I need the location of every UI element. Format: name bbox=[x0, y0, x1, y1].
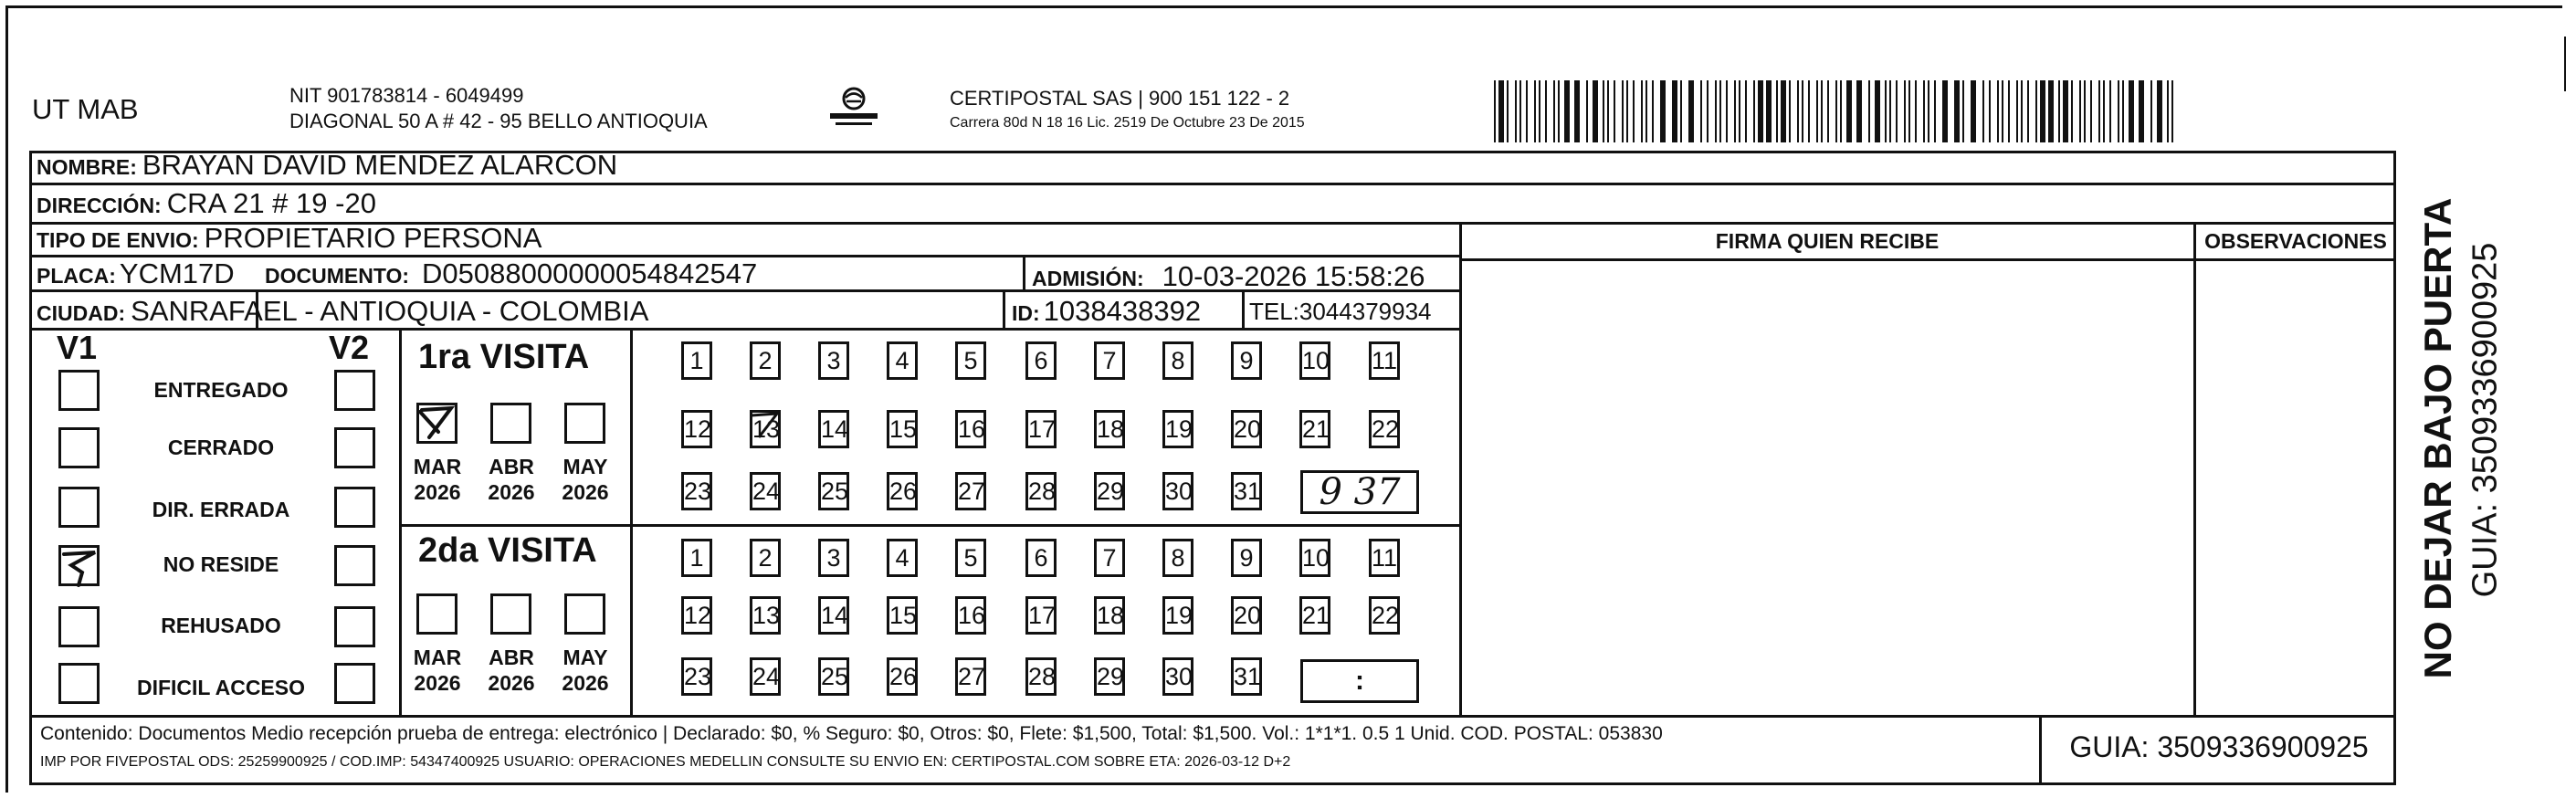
documento-row bbox=[265, 257, 757, 290]
barcode-bar bbox=[2098, 80, 2100, 142]
barcode-bar bbox=[2063, 80, 2068, 142]
barcode-bar bbox=[1846, 80, 1852, 142]
tel-label: TEL: bbox=[1249, 298, 1299, 325]
visit2-title: 2da VISITA bbox=[418, 531, 597, 570]
day-box[interactable]: 24 bbox=[750, 657, 781, 696]
barcode-bar bbox=[1507, 80, 1509, 142]
day-box[interactable]: 6 bbox=[1025, 341, 1057, 380]
barcode-bar bbox=[1672, 80, 1677, 142]
option-no-reside: NO RESIDE bbox=[163, 552, 279, 576]
row-divider bbox=[29, 328, 1461, 331]
barcode-bar bbox=[1734, 80, 1736, 142]
day-box[interactable]: 21 bbox=[1299, 596, 1330, 635]
carrier-license: Carrera 80d N 18 16 Lic. 2519 De Octubre 23 De 2015 bbox=[950, 115, 1305, 131]
month-year: 2026 bbox=[414, 480, 461, 504]
recipient-id: 1038438392 bbox=[1043, 295, 1202, 327]
placa-row bbox=[37, 257, 235, 290]
option-entregado: ENTREGADO bbox=[153, 378, 289, 402]
recipient-phone: 3044379934 bbox=[1299, 298, 1432, 325]
admission-datetime: 10-03-2026 15:58:26 bbox=[1162, 260, 1425, 292]
option-dir-errada: DIR. ERRADA bbox=[152, 498, 290, 521]
day-box[interactable]: 23 bbox=[681, 657, 712, 696]
ciudad-row bbox=[37, 295, 648, 328]
month-name: MAR bbox=[413, 646, 462, 669]
day-box[interactable]: 30 bbox=[1162, 657, 1193, 696]
visit1-month-label-abr bbox=[483, 454, 540, 505]
barcode-bar bbox=[1586, 80, 1588, 142]
day-box[interactable]: 13 bbox=[750, 596, 781, 635]
nombre-row bbox=[37, 149, 617, 182]
v2-checkbox-no-reside[interactable] bbox=[334, 545, 375, 586]
barcode-bar bbox=[1739, 80, 1740, 142]
day-box[interactable]: 3 bbox=[818, 341, 849, 380]
visit1-day-check-mark bbox=[750, 410, 786, 446]
day-box[interactable]: 11 bbox=[1369, 341, 1400, 380]
recipient-city: SANRAFAEL - ANTIOQUIA - COLOMBIA bbox=[131, 295, 649, 327]
barcode-bar bbox=[1915, 80, 1917, 142]
barcode-bar bbox=[1766, 80, 1772, 142]
barcode-bar bbox=[1558, 80, 1560, 142]
barcode-bar bbox=[1633, 80, 1635, 142]
day-box[interactable]: 22 bbox=[1369, 596, 1400, 635]
month-name: ABR bbox=[489, 455, 534, 478]
day-box[interactable]: 19 bbox=[1162, 410, 1193, 448]
barcode-bar bbox=[2084, 80, 2086, 142]
barcode-bar bbox=[1603, 80, 1604, 142]
day-box[interactable]: 17 bbox=[1025, 410, 1057, 448]
recipient-name: BRAYAN DAVID MENDEZ ALARCON bbox=[142, 149, 618, 181]
left-edge-line bbox=[5, 5, 8, 793]
barcode-bar bbox=[1622, 80, 1624, 142]
barcode-bar bbox=[1789, 80, 1791, 142]
day-box[interactable]: 27 bbox=[955, 657, 986, 696]
month-year: 2026 bbox=[562, 480, 609, 504]
day-box[interactable]: 10 bbox=[1299, 341, 1330, 380]
day-box[interactable]: 3 bbox=[818, 539, 849, 577]
day-box[interactable]: 8 bbox=[1162, 539, 1193, 577]
barcode-bar bbox=[1498, 80, 1504, 142]
barcode-bar bbox=[2109, 80, 2111, 142]
admision-row bbox=[1032, 260, 1425, 293]
tipo-row bbox=[37, 222, 541, 255]
visit-divider bbox=[402, 524, 1461, 527]
visit1-month-label-may bbox=[557, 454, 614, 505]
day-box[interactable]: 25 bbox=[818, 657, 849, 696]
day-box[interactable]: 31 bbox=[1231, 472, 1262, 510]
row-divider bbox=[29, 183, 2396, 185]
barcode-bar bbox=[2139, 80, 2144, 142]
barcode-bar bbox=[1593, 80, 1598, 142]
barcode-bar bbox=[2118, 80, 2119, 142]
visit1-month-label-mar bbox=[409, 454, 466, 505]
right-margin-mark bbox=[2564, 37, 2566, 91]
sender-nit: NIT 901783814 - 6049499 bbox=[289, 84, 524, 107]
side-guia-number: GUIA: 3509336900925 bbox=[2466, 242, 2505, 598]
barcode-bar bbox=[1942, 80, 1948, 142]
barcode-bar bbox=[2040, 80, 2045, 142]
column-divider bbox=[399, 330, 402, 717]
month-name: MAR bbox=[413, 455, 462, 478]
day-box[interactable]: 15 bbox=[887, 596, 918, 635]
barcode-bar bbox=[1539, 80, 1540, 142]
shipment-barcode bbox=[1494, 80, 2179, 142]
day-box[interactable]: 2 bbox=[750, 341, 781, 380]
barcode-bar bbox=[1494, 80, 1496, 142]
barcode-bar bbox=[1745, 80, 1747, 142]
barcode-bar bbox=[2071, 80, 2073, 142]
barcode-bar bbox=[1515, 80, 1517, 142]
barcode-bar bbox=[1797, 80, 1799, 142]
barcode-bar bbox=[1835, 80, 1837, 142]
plate-number: YCM17D bbox=[119, 257, 235, 289]
barcode-bar bbox=[1574, 80, 1580, 142]
day-box[interactable]: 16 bbox=[955, 410, 986, 448]
visit2-month-box-mar[interactable] bbox=[416, 593, 457, 635]
id-label: ID: bbox=[1012, 301, 1040, 325]
day-box[interactable]: 10 bbox=[1299, 539, 1330, 577]
barcode-bar bbox=[2157, 80, 2162, 142]
admision-label: ADMISIÓN: bbox=[1032, 267, 1144, 290]
v1-checkbox-cerrado[interactable] bbox=[58, 427, 100, 468]
tipo-label: TIPO DE ENVIO: bbox=[37, 228, 199, 252]
month-year: 2026 bbox=[414, 671, 461, 695]
column-divider bbox=[2193, 222, 2196, 718]
barcode-bar bbox=[1641, 80, 1643, 142]
day-box[interactable]: 9 bbox=[1231, 539, 1262, 577]
visit1-title: 1ra VISITA bbox=[418, 338, 590, 376]
barcode-bar bbox=[1840, 80, 1842, 142]
barcode-bar bbox=[1962, 80, 1964, 142]
day-box[interactable]: 28 bbox=[1025, 657, 1057, 696]
column-divider bbox=[630, 330, 633, 717]
day-box[interactable]: 13 bbox=[750, 410, 781, 448]
v1-label: V1 bbox=[57, 329, 98, 366]
day-box[interactable]: 24 bbox=[750, 472, 781, 510]
barcode-bar bbox=[1652, 80, 1654, 142]
barcode-bar bbox=[1885, 80, 1887, 142]
barcode-bar bbox=[2171, 80, 2173, 142]
v2-checkbox-dificil-acceso[interactable] bbox=[334, 663, 375, 704]
barcode-bar bbox=[1753, 80, 1755, 142]
visit2-time: : bbox=[1355, 666, 1364, 696]
day-box[interactable]: 30 bbox=[1162, 472, 1193, 510]
barcode-bar bbox=[2150, 80, 2152, 142]
day-box[interactable]: 20 bbox=[1231, 410, 1262, 448]
id-row bbox=[1012, 295, 1201, 328]
day-box[interactable]: 7 bbox=[1094, 341, 1125, 380]
day-box[interactable]: 5 bbox=[955, 341, 986, 380]
footer-content-line: Contenido: Documentos Medio recepción prueba de entrega: electrónico | Declarado: $0, % Seguro: $0, Otros: $0, Flete: $1,500, Total: $1,500. Vol.: 1*1*1. 0.5 1 Unid. COD. POSTAL: 053830 bbox=[40, 723, 1663, 744]
barcode-bar bbox=[1875, 80, 1880, 142]
footer-guia: GUIA: 3509336900925 bbox=[2069, 730, 2369, 763]
direccion-row bbox=[37, 187, 376, 220]
barcode-bar bbox=[1954, 80, 1960, 142]
day-box[interactable]: 26 bbox=[887, 657, 918, 696]
nombre-label: NOMBRE: bbox=[37, 155, 137, 179]
day-box[interactable]: 18 bbox=[1094, 410, 1125, 448]
month-year: 2026 bbox=[562, 671, 609, 695]
visit2-month-label-abr bbox=[483, 645, 540, 696]
v2-checkbox-rehusado[interactable] bbox=[334, 606, 375, 647]
visit1-month-box-may[interactable] bbox=[564, 403, 605, 444]
tel-row bbox=[1249, 298, 1432, 326]
barcode-bar bbox=[1802, 80, 1803, 142]
barcode-bar bbox=[2079, 80, 2081, 142]
barcode-bar bbox=[1971, 80, 1976, 142]
barcode-bar bbox=[1758, 80, 1763, 142]
barcode-bar bbox=[1626, 80, 1628, 142]
visit1-mar-check-mark bbox=[416, 403, 457, 444]
placa-label: PLACA: bbox=[37, 264, 116, 288]
no-dejar-bajo-puerta-warning: NO DEJAR BAJO PUERTA bbox=[2416, 197, 2459, 679]
visit1-time: 9 37 bbox=[1319, 471, 1401, 513]
barcode-bar bbox=[1934, 80, 1936, 142]
v1-checkbox-dificil-acceso[interactable] bbox=[58, 663, 100, 704]
day-box[interactable]: 29 bbox=[1094, 657, 1125, 696]
footer-print-line: IMP POR FIVEPOSTAL ODS: 25259900925 / COD.IMP: 54347400925 USUARIO: OPERACIONES MEDELLIN CONSULTE SU ENVIO EN: CERTIPOSTAL.COM SOBRE ETA: 2026-03-12 D+2 bbox=[40, 754, 1291, 770]
day-box[interactable]: 8 bbox=[1162, 341, 1193, 380]
column-divider bbox=[1003, 291, 1005, 330]
day-box[interactable]: 21 bbox=[1299, 410, 1330, 448]
day-box[interactable]: 4 bbox=[887, 539, 918, 577]
barcode-bar bbox=[2122, 80, 2124, 142]
firma-header: FIRMA QUIEN RECIBE bbox=[1715, 229, 1940, 253]
row-divider bbox=[1461, 258, 2396, 261]
day-box[interactable]: 19 bbox=[1162, 596, 1193, 635]
barcode-bar bbox=[1607, 80, 1609, 142]
day-box[interactable]: 5 bbox=[955, 539, 986, 577]
barcode-bar bbox=[1715, 80, 1717, 142]
day-box[interactable]: 14 bbox=[818, 410, 849, 448]
visit2-month-box-abr[interactable] bbox=[490, 593, 531, 635]
documento-label: DOCUMENTO: bbox=[265, 264, 410, 288]
barcode-bar bbox=[1688, 80, 1694, 142]
carrier-name: CERTIPOSTAL SAS | 900 151 122 - 2 bbox=[950, 87, 1290, 110]
day-box[interactable]: 28 bbox=[1025, 472, 1057, 510]
direccion-label: DIRECCIÓN: bbox=[37, 194, 162, 217]
visit2-time-box[interactable] bbox=[1300, 659, 1419, 703]
barcode-bar bbox=[1982, 80, 1984, 142]
certipostal-logo bbox=[826, 86, 881, 131]
barcode-bar bbox=[1821, 80, 1823, 142]
month-name: ABR bbox=[489, 646, 534, 669]
barcode-bar bbox=[1614, 80, 1615, 142]
v1-checkbox-rehusado[interactable] bbox=[58, 606, 100, 647]
column-divider bbox=[1459, 222, 1462, 718]
barcode-bar bbox=[1908, 80, 1910, 142]
barcode-bar bbox=[1816, 80, 1818, 142]
barcode-bar bbox=[2016, 80, 2018, 142]
day-box[interactable]: 6 bbox=[1025, 539, 1057, 577]
barcode-bar bbox=[2027, 80, 2029, 142]
day-box[interactable]: 2 bbox=[750, 539, 781, 577]
v1-no-reside-check-mark bbox=[58, 545, 100, 586]
barcode-bar bbox=[1781, 80, 1786, 142]
v2-label: V2 bbox=[329, 329, 370, 366]
barcode-bar bbox=[2008, 80, 2010, 142]
barcode-bar bbox=[1923, 80, 1925, 142]
day-box[interactable]: 31 bbox=[1231, 657, 1262, 696]
barcode-bar bbox=[1989, 80, 1991, 142]
month-year: 2026 bbox=[488, 480, 535, 504]
day-box[interactable]: 9 bbox=[1231, 341, 1262, 380]
day-box[interactable]: 22 bbox=[1369, 410, 1400, 448]
v1-checkbox-dir-errada[interactable] bbox=[58, 487, 100, 528]
day-box[interactable]: 12 bbox=[681, 410, 712, 448]
visit1-time-box[interactable] bbox=[1300, 470, 1419, 514]
month-year: 2026 bbox=[488, 671, 535, 695]
day-box[interactable]: 23 bbox=[681, 472, 712, 510]
barcode-bar bbox=[1856, 80, 1862, 142]
v2-checkbox-dir-errada[interactable] bbox=[334, 487, 375, 528]
barcode-bar bbox=[1776, 80, 1778, 142]
barcode-bar bbox=[1519, 80, 1521, 142]
barcode-bar bbox=[1808, 80, 1810, 142]
barcode-bar bbox=[1719, 80, 1721, 142]
barcode-bar bbox=[1526, 80, 1528, 142]
shipment-type: PROPIETARIO PERSONA bbox=[204, 222, 542, 254]
barcode-bar bbox=[1868, 80, 1870, 142]
option-rehusado: REHUSADO bbox=[161, 614, 281, 637]
option-cerrado: CERRADO bbox=[167, 436, 275, 459]
day-box[interactable]: 7 bbox=[1094, 539, 1125, 577]
ciudad-label: CIUDAD: bbox=[37, 301, 126, 325]
barcode-bar bbox=[2048, 80, 2054, 142]
day-box[interactable]: 20 bbox=[1231, 596, 1262, 635]
day-box[interactable]: 29 bbox=[1094, 472, 1125, 510]
barcode-bar bbox=[2035, 80, 2037, 142]
top-edge-line bbox=[5, 5, 2562, 8]
barcode-bar bbox=[2167, 80, 2169, 142]
barcode-bar bbox=[1545, 80, 1547, 142]
day-box[interactable]: 26 bbox=[887, 472, 918, 510]
barcode-bar bbox=[1553, 80, 1555, 142]
v2-checkbox-entregado[interactable] bbox=[334, 370, 375, 411]
v1-checkbox-entregado[interactable] bbox=[58, 370, 100, 411]
day-box[interactable]: 17 bbox=[1025, 596, 1057, 635]
day-box[interactable]: 1 bbox=[681, 539, 712, 577]
barcode-bar bbox=[1660, 80, 1666, 142]
day-box[interactable]: 14 bbox=[818, 596, 849, 635]
month-name: MAY bbox=[563, 455, 608, 478]
barcode-bar bbox=[1700, 80, 1702, 142]
visit2-month-label-mar bbox=[409, 645, 466, 696]
option-dificil-acceso: DIFICIL ACCESO bbox=[136, 676, 305, 699]
barcode-bar bbox=[2021, 80, 2023, 142]
barcode-bar bbox=[1645, 80, 1647, 142]
observaciones-header: OBSERVACIONES bbox=[2204, 229, 2387, 253]
barcode-bar bbox=[2058, 80, 2060, 142]
visit2-month-box-may[interactable] bbox=[564, 593, 605, 635]
barcode-bar bbox=[2090, 80, 2092, 142]
visit2-month-label-may bbox=[557, 645, 614, 696]
barcode-bar bbox=[2129, 80, 2134, 142]
day-box[interactable]: 12 bbox=[681, 596, 712, 635]
document-number: D05088000000054842547 bbox=[422, 257, 758, 289]
day-box[interactable]: 4 bbox=[887, 341, 918, 380]
barcode-bar bbox=[2103, 80, 2105, 142]
barcode-bar bbox=[1726, 80, 1728, 142]
barcode-bar bbox=[1707, 80, 1709, 142]
barcode-bar bbox=[1827, 80, 1829, 142]
column-divider bbox=[1242, 291, 1245, 330]
barcode-bar bbox=[1534, 80, 1536, 142]
month-name: MAY bbox=[563, 646, 608, 669]
company-name: UT MAB bbox=[32, 93, 139, 125]
recipient-address: CRA 21 # 19 -20 bbox=[166, 187, 376, 219]
barcode-bar bbox=[2002, 80, 2003, 142]
sender-address: DIAGONAL 50 A # 42 - 95 BELLO ANTIOQUIA bbox=[289, 110, 708, 132]
day-box[interactable]: 27 bbox=[955, 472, 986, 510]
day-box[interactable]: 11 bbox=[1369, 539, 1400, 577]
barcode-bar bbox=[1680, 80, 1682, 142]
barcode-bar bbox=[1896, 80, 1898, 142]
visit1-month-box-abr[interactable] bbox=[490, 403, 531, 444]
day-box[interactable]: 25 bbox=[818, 472, 849, 510]
day-box[interactable]: 15 bbox=[887, 410, 918, 448]
barcode-bar bbox=[1928, 80, 1929, 142]
v2-checkbox-cerrado[interactable] bbox=[334, 427, 375, 468]
barcode-bar bbox=[1997, 80, 1999, 142]
day-box[interactable]: 1 bbox=[681, 341, 712, 380]
barcode-bar bbox=[1889, 80, 1891, 142]
barcode-bar bbox=[1564, 80, 1570, 142]
column-divider bbox=[1023, 257, 1025, 291]
barcode-bar bbox=[1904, 80, 1906, 142]
day-box[interactable]: 18 bbox=[1094, 596, 1125, 635]
day-box[interactable]: 16 bbox=[955, 596, 986, 635]
